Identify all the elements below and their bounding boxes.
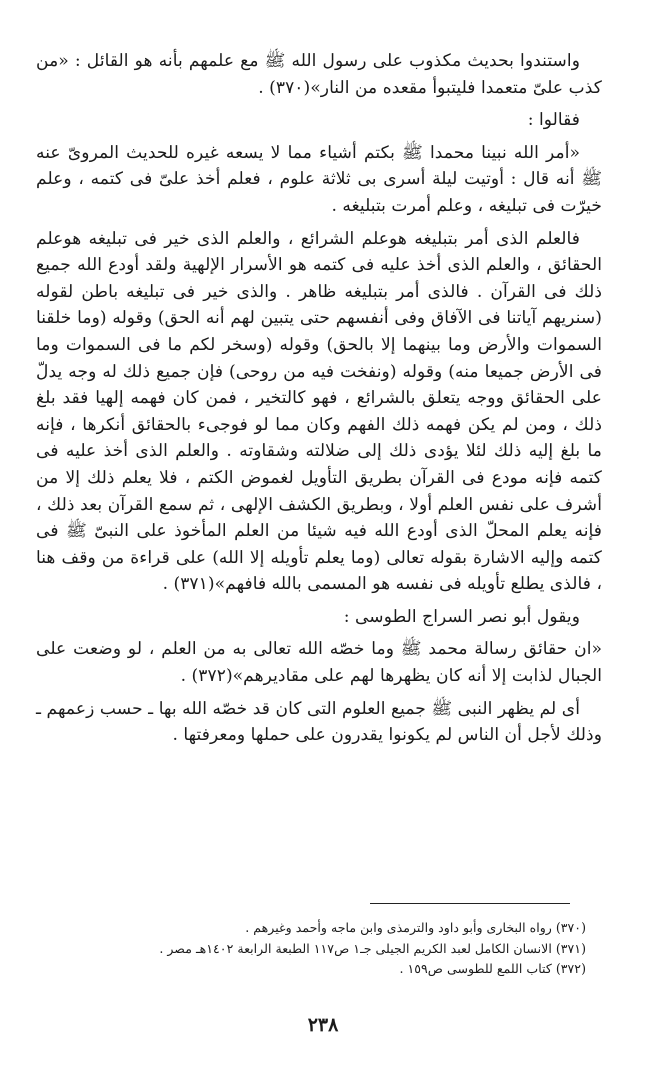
main-text <box>36 48 602 749</box>
footnotes <box>116 918 586 980</box>
footnote-divider <box>370 903 570 904</box>
paragraph-sciences-explanation: فالعلم الذى أمر بتبليغه هوعلم الشرائع ، والعلم الذى خير فى تبليغه هوعلم الحقائق ، والعلم الذى أخذ عليه فى كتمه هو الأسرار الإلهية ولقد أودع الله جميع ذلك فى القرآن . فالذى أمر بتبليغه ظاهر . والذى خير فى تبليغه باطن لقوله (سنريهم آياتنا فى الآفاق وفى أنفسهم حتى يتبين لهم أنه الحق) وقوله (وما خلقنا السموات والأرض وما بينهما إلا بالحق) وقوله (وسخر لكم ما فى السموات وما فى الأرض جميعا منه) وقوله (ونفخت فيه من روحى) فإن جميع ذلك له وجه يدلّ على الحقائق ووجه يتعلق بالشرائع ، فهو كالتخير ، فمن كان فهمه إلهيا فقد بلغ ذلك ، ومن لم يكن فهمه ذلك الفهم وكان مما لو فوجىء بالحقائق أنكرها ، فإنه ما بلغ إليه ذلك لئلا يؤدى ذلك إلى ضلالته وشقاوته . والعلم الذى أخذ عليه فى كتمه فإنه مودع فى القرآن بطريق التأويل لغموض الكتم ، فلا يعلم ذلك إلا من أشرف على نفس العلم أولا ، وبطريق الكشف الإلهى ، ثم سمع القرآن بعد ذلك ، فإنه يعلم المحلّ الذى أودع الله فيه شيئا من العلم المأخوذ على النبىّ ﷺ فى كتمه وإليه الاشارة بقوله تعالى (وما يعلم تأويله إلا الله) على قراءة من وقف هنا ، فالذى يطلع تأويله فى نفسه هو المسمى بالله فافهم»(٣٧١) . <box>36 228 602 595</box>
page-number: ٢٣٨ <box>307 1014 339 1036</box>
paragraph-conclusion: أى لم يظهر النبى ﷺ جميع العلوم التى كان قد خصّه الله بها ـ حسب زعمهم ـ وذلك لأجل أن الناس لم يكونوا يقدرون على حملها ومعرفتها . <box>36 698 602 746</box>
paragraph-tusi-intro: ويقول أبو نصر السراج الطوسى : <box>343 606 580 627</box>
paragraph-three-sciences-quote: «أمر الله نبينا محمدا ﷺ بكتم أشياء مما لا يسعه غيره للحديث المروىّ عنه ﷺ أنه قال : أوتيت ليلة أسرى بى ثلاثة علوم ، فعلم أخذ علىّ فى كتمه ، وعلم خيرّت فى تبليغه ، وعلم أمرت بتبليغه . <box>36 142 602 216</box>
footnote-372: (٣٧٢) كتاب اللمع للطوسى ص١٥٩ . <box>399 961 586 976</box>
footnote-370: (٣٧٠) رواه البخارى وأبو داود والترمذى وابن ماجه وأحمد وغيرهم . <box>245 920 586 935</box>
footnote-371: (٣٧١) الانسان الكامل لعبد الكريم الجيلى جـ١ ص١١٧ الطبعة الرابعة ١٤٠٢هـ مصر . <box>159 940 586 956</box>
paragraph-fabricated-hadith: واستندوا بحديث مكذوب على رسول الله ﷺ مع علمهم بأنه هو القائل : «من كذب علىّ متعمدا فليتبوأ مقعده من النار»(٣٧٠) . <box>36 51 602 98</box>
paragraph-they-said: فقالوا : <box>527 110 580 131</box>
paragraph-tusi-quote: «ان حقائق رسالة محمد ﷺ وما خصّه الله تعالى به من العلم ، لو وضعت على الجبال لذابت إلا أنه كان يظهرها لهم على مقاديرهم»(٣٧٢) . <box>36 639 602 687</box>
